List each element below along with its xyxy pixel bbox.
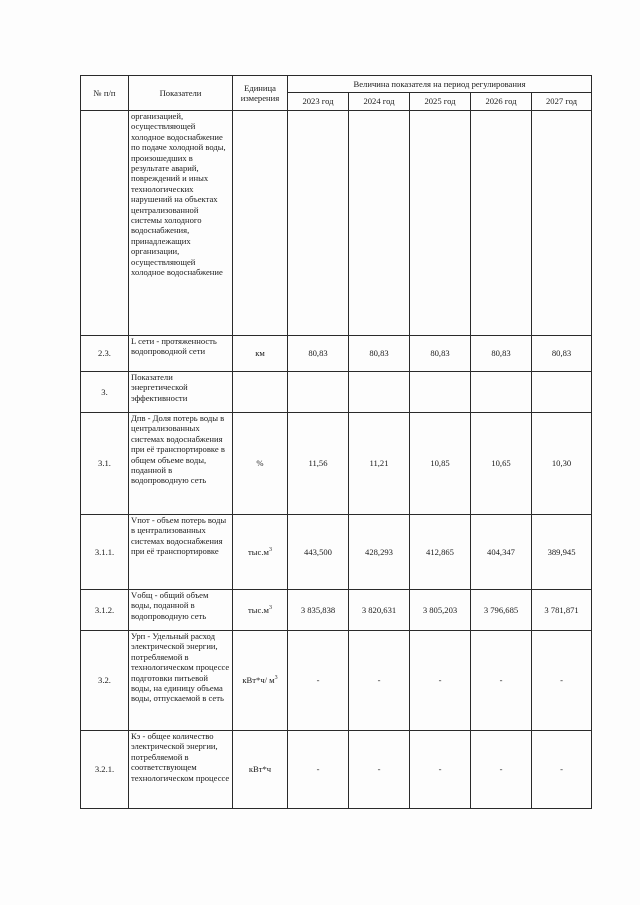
value-cell	[532, 111, 592, 336]
value-cell	[471, 372, 532, 413]
row-number: 3.	[81, 372, 129, 413]
value-cell: 3 805,203	[410, 590, 471, 631]
header-year: 2025 год	[410, 93, 471, 111]
value-cell: 3 835,838	[288, 590, 349, 631]
value-cell	[471, 111, 532, 336]
value-cell: -	[288, 731, 349, 809]
value-cell: -	[349, 631, 410, 731]
value-cell: -	[471, 631, 532, 731]
unit-cell	[233, 515, 288, 590]
unit-superscript: 3	[274, 675, 278, 682]
value-cell: -	[349, 731, 410, 809]
header-year: 2026 год	[471, 93, 532, 111]
value-cell: 404,347	[471, 515, 532, 590]
table-row	[81, 413, 592, 515]
indicator-name: организацией, осуществляющей холодное водоснабжение по подаче холодной воды, произошедших в результате аварий, повреждений и иных технологических нарушений на объектах централизованной системы холодного водоснабжения, принадлежащих организации, осуществляющей холодное водоснабжение	[129, 111, 233, 336]
table-row	[81, 111, 592, 336]
indicators-table	[80, 75, 592, 809]
value-cell: 11,21	[349, 413, 410, 515]
table-row	[81, 631, 592, 731]
indicator-name: Показатели энергетической эффективности	[129, 372, 233, 413]
unit-text: кВт*ч/ м	[242, 675, 275, 686]
value-cell: -	[410, 731, 471, 809]
value-cell: 412,865	[410, 515, 471, 590]
row-number: 2.3.	[81, 336, 129, 372]
value-cell: 10,65	[471, 413, 532, 515]
value-cell	[532, 372, 592, 413]
row-number: 3.2.	[81, 631, 129, 731]
header-year: 2023 год	[288, 93, 349, 111]
value-cell	[410, 111, 471, 336]
value-cell: 10,85	[410, 413, 471, 515]
value-cell: -	[532, 731, 592, 809]
header-indicator: Показатели	[129, 76, 233, 111]
value-cell	[410, 372, 471, 413]
unit-superscript: 3	[268, 604, 272, 611]
unit-text: км	[255, 348, 265, 359]
row-number	[81, 111, 129, 336]
unit-text: кВт*ч	[248, 764, 272, 775]
value-cell: 80,83	[349, 336, 410, 372]
unit-cell	[233, 413, 288, 515]
unit-cell	[233, 631, 288, 731]
value-cell: 3 781,871	[532, 590, 592, 631]
value-cell: -	[532, 631, 592, 731]
value-cell: 80,83	[471, 336, 532, 372]
value-cell: 11,56	[288, 413, 349, 515]
unit-cell	[233, 372, 288, 413]
value-cell: 80,83	[532, 336, 592, 372]
value-cell: -	[410, 631, 471, 731]
value-cell: 428,293	[349, 515, 410, 590]
value-cell	[349, 372, 410, 413]
row-number: 3.1.2.	[81, 590, 129, 631]
value-cell	[288, 111, 349, 336]
table-row	[81, 590, 592, 631]
value-cell: 80,83	[410, 336, 471, 372]
table-row	[81, 515, 592, 590]
header-row-top	[81, 76, 592, 93]
unit-cell	[233, 111, 288, 336]
value-cell: 80,83	[288, 336, 349, 372]
unit-text: тыс.м	[248, 604, 269, 615]
value-cell: -	[288, 631, 349, 731]
indicator-name: Урп - Удельный расход электрической энергии, потребляемой в технологическом процессе подготовки питьевой воды, на единицу объема воды, отпускаемой в сеть	[129, 631, 233, 731]
indicator-name: L сети - протяженность водопроводной сети	[129, 336, 233, 372]
indicator-name: Кэ - общее количество электрической энергии, потребляемой в соответствующем технологическом процессе	[129, 731, 233, 809]
unit-superscript: 3	[268, 546, 272, 553]
header-unit: Единица измерения	[233, 76, 288, 111]
value-cell: 3 796,685	[471, 590, 532, 631]
header-period: Величина показателя на период регулирования	[288, 76, 592, 93]
value-cell	[288, 372, 349, 413]
table-row	[81, 372, 592, 413]
row-number: 3.2.1.	[81, 731, 129, 809]
header-year: 2027 год	[532, 93, 592, 111]
value-cell: 443,500	[288, 515, 349, 590]
value-cell: -	[471, 731, 532, 809]
indicator-name: Vпот - объем потерь воды в централизованных системах водоснабжения при её транспортировке	[129, 515, 233, 590]
value-cell: 389,945	[532, 515, 592, 590]
unit-cell	[233, 731, 288, 809]
header-year: 2024 год	[349, 93, 410, 111]
value-cell	[349, 111, 410, 336]
value-cell: 10,30	[532, 413, 592, 515]
row-number: 3.1.1.	[81, 515, 129, 590]
row-number: 3.1.	[81, 413, 129, 515]
unit-cell	[233, 336, 288, 372]
indicator-name: Дпв - Доля потерь воды в централизованных системах водоснабжения при её транспортировке в общем объеме воды, поданной в водопроводную сеть	[129, 413, 233, 515]
value-cell: 3 820,631	[349, 590, 410, 631]
indicator-name: Vобщ - общий объем воды, поданной в водопроводную сеть	[129, 590, 233, 631]
unit-cell	[233, 590, 288, 631]
table-row	[81, 731, 592, 809]
unit-text: тыс.м	[248, 546, 269, 557]
unit-text: %	[256, 458, 264, 469]
header-num: № п/п	[81, 76, 129, 111]
table-row	[81, 336, 592, 372]
